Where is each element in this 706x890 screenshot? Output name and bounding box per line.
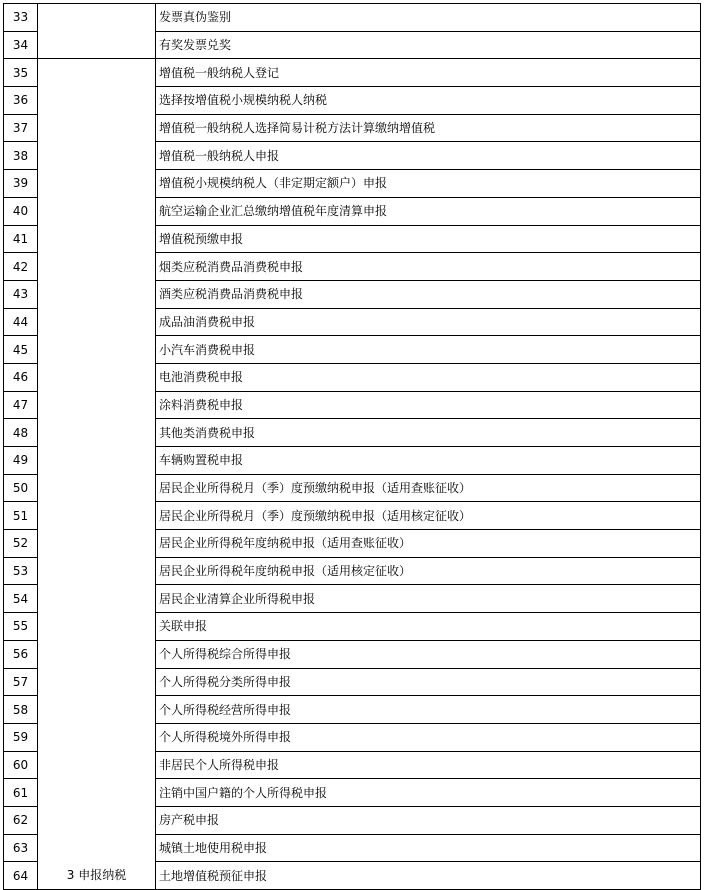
service-item: 小汽车消费税申报 — [156, 336, 701, 364]
row-number: 63 — [4, 834, 38, 862]
row-number: 36 — [4, 87, 38, 115]
row-number: 64 — [4, 862, 38, 890]
category-cell-previous — [38, 4, 156, 59]
row-number: 44 — [4, 308, 38, 336]
service-item: 增值税预缴申报 — [156, 225, 701, 253]
row-number: 47 — [4, 391, 38, 419]
row-number: 51 — [4, 502, 38, 530]
service-item: 发票真伪鉴别 — [156, 4, 701, 32]
row-number: 52 — [4, 530, 38, 558]
row-number: 49 — [4, 447, 38, 475]
service-item: 土地增值税预征申报 — [156, 862, 701, 890]
row-number: 38 — [4, 142, 38, 170]
service-item: 增值税一般纳税人申报 — [156, 142, 701, 170]
service-item: 车辆购置税申报 — [156, 447, 701, 475]
service-item: 注销中国户籍的个人所得税申报 — [156, 779, 701, 807]
tax-services-table — [3, 3, 701, 890]
service-item: 居民企业清算企业所得税申报 — [156, 585, 701, 613]
row-number: 61 — [4, 779, 38, 807]
service-item: 航空运输企业汇总缴纳增值税年度清算申报 — [156, 197, 701, 225]
row-number: 53 — [4, 557, 38, 585]
row-number: 57 — [4, 668, 38, 696]
row-number: 40 — [4, 197, 38, 225]
row-number: 62 — [4, 806, 38, 834]
row-number: 33 — [4, 4, 38, 32]
row-number: 41 — [4, 225, 38, 253]
service-item: 有奖发票兑奖 — [156, 31, 701, 59]
service-item: 非居民个人所得税申报 — [156, 751, 701, 779]
service-item: 选择按增值税小规模纳税人纳税 — [156, 87, 701, 115]
service-item: 增值税一般纳税人选择简易计税方法计算缴纳增值税 — [156, 114, 701, 142]
service-item: 居民企业所得税月（季）度预缴纳税申报（适用查账征收） — [156, 474, 701, 502]
row-number: 48 — [4, 419, 38, 447]
service-item: 居民企业所得税年度纳税申报（适用查账征收） — [156, 530, 701, 558]
row-number: 42 — [4, 253, 38, 281]
row-number: 35 — [4, 59, 38, 87]
row-number: 54 — [4, 585, 38, 613]
row-number: 46 — [4, 363, 38, 391]
service-item: 城镇土地使用税申报 — [156, 834, 701, 862]
service-item: 房产税申报 — [156, 806, 701, 834]
service-item: 居民企业所得税年度纳税申报（适用核定征收） — [156, 557, 701, 585]
row-number: 60 — [4, 751, 38, 779]
row-number: 45 — [4, 336, 38, 364]
service-item: 涂料消费税申报 — [156, 391, 701, 419]
row-number: 56 — [4, 640, 38, 668]
row-number: 59 — [4, 723, 38, 751]
row-number: 50 — [4, 474, 38, 502]
service-item: 个人所得税境外所得申报 — [156, 723, 701, 751]
table-row — [4, 59, 701, 87]
row-number: 43 — [4, 280, 38, 308]
service-item: 个人所得税综合所得申报 — [156, 640, 701, 668]
service-item: 烟类应税消费品消费税申报 — [156, 253, 701, 281]
category-cell: 3 申报纳税 — [38, 59, 156, 890]
service-item: 关联申报 — [156, 613, 701, 641]
service-item: 个人所得税分类所得申报 — [156, 668, 701, 696]
row-number: 37 — [4, 114, 38, 142]
row-number: 39 — [4, 170, 38, 198]
row-number: 58 — [4, 696, 38, 724]
service-item: 增值税小规模纳税人（非定期定额户）申报 — [156, 170, 701, 198]
service-item: 居民企业所得税月（季）度预缴纳税申报（适用核定征收） — [156, 502, 701, 530]
service-item: 电池消费税申报 — [156, 363, 701, 391]
service-item: 酒类应税消费品消费税申报 — [156, 280, 701, 308]
service-item: 个人所得税经营所得申报 — [156, 696, 701, 724]
service-item: 增值税一般纳税人登记 — [156, 59, 701, 87]
table-row — [4, 4, 701, 32]
service-item: 其他类消费税申报 — [156, 419, 701, 447]
row-number: 55 — [4, 613, 38, 641]
row-number: 34 — [4, 31, 38, 59]
service-item: 成品油消费税申报 — [156, 308, 701, 336]
